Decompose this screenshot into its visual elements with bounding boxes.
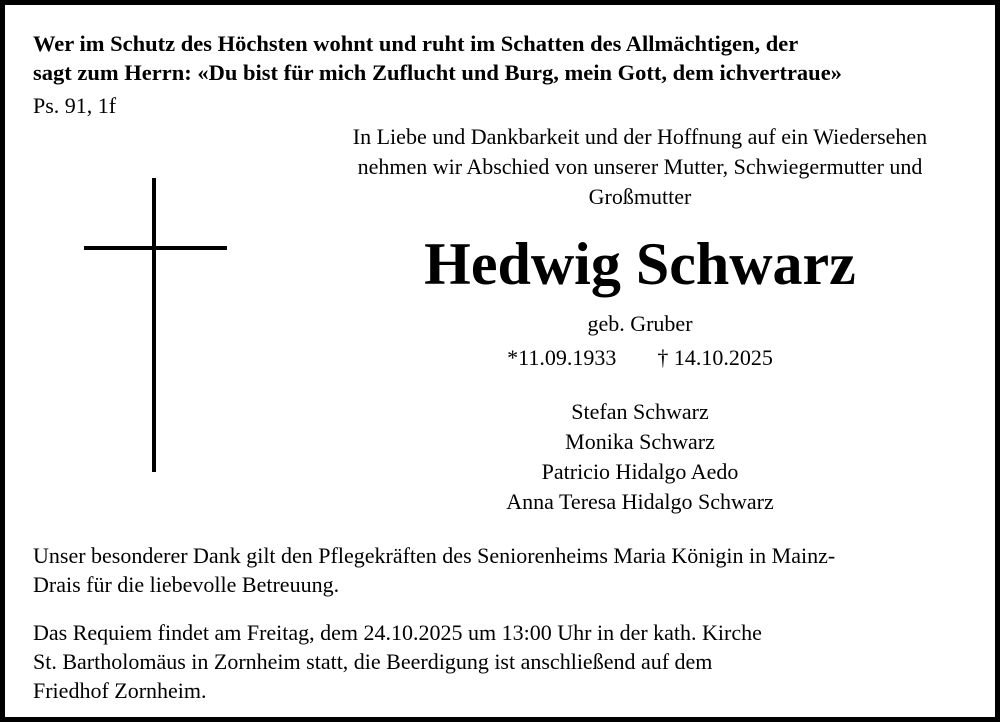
intro-line: In Liebe und Dankbarkeit und der Hoffnung auf ein Wiedersehen: [352, 124, 928, 149]
life-dates: [285, 343, 995, 373]
intro-line: Großmutter: [588, 184, 692, 209]
deceased-name: Hedwig Schwarz: [424, 231, 856, 297]
quote-reference: Ps. 91, 1f: [33, 93, 117, 118]
death-date: † 14.10.2025: [657, 345, 773, 370]
birth-name: geb. Gruber: [587, 311, 693, 336]
thanks-paragraph: [33, 541, 978, 599]
requiem-line: St. Bartholomäus in Zornheim statt, die Beerdigung ist anschließend auf dem: [33, 649, 713, 674]
family-member: Anna Teresa Hidalgo Schwarz: [506, 489, 774, 514]
bible-quote: [33, 29, 842, 87]
cross-icon-bar: [84, 246, 227, 250]
thanks-line: Drais für die liebevolle Betreuung.: [33, 572, 340, 597]
family-list: [285, 397, 995, 517]
family-member: Patricio Hidalgo Aedo: [541, 459, 739, 484]
quote-line: Wer im Schutz des Höchsten wohnt und ruht im Schatten des Allmächtigen, der: [33, 31, 799, 56]
quote-line: sagt zum Herrn: «Du bist für mich Zuflucht und Burg, mein Gott, dem ichvertraue»: [33, 60, 842, 85]
family-member: Stefan Schwarz: [571, 399, 709, 424]
thanks-line: Unser besonderer Dank gilt den Pflegekräften des Seniorenheims Maria Königin in Mainz-: [33, 543, 836, 568]
requiem-line: Friedhof Zornheim.: [33, 678, 207, 703]
birth-date: *11.09.1933: [507, 345, 617, 370]
cross-icon: [152, 178, 156, 472]
intro-line: nehmen wir Abschied von unserer Mutter, Schwiegermutter und: [357, 154, 923, 179]
requiem-paragraph: [33, 618, 978, 705]
family-member: Monika Schwarz: [565, 429, 715, 454]
requiem-line: Das Requiem findet am Freitag, dem 24.10.2025 um 13:00 Uhr in der kath. Kirche: [33, 620, 762, 645]
intro-text: [285, 122, 995, 212]
